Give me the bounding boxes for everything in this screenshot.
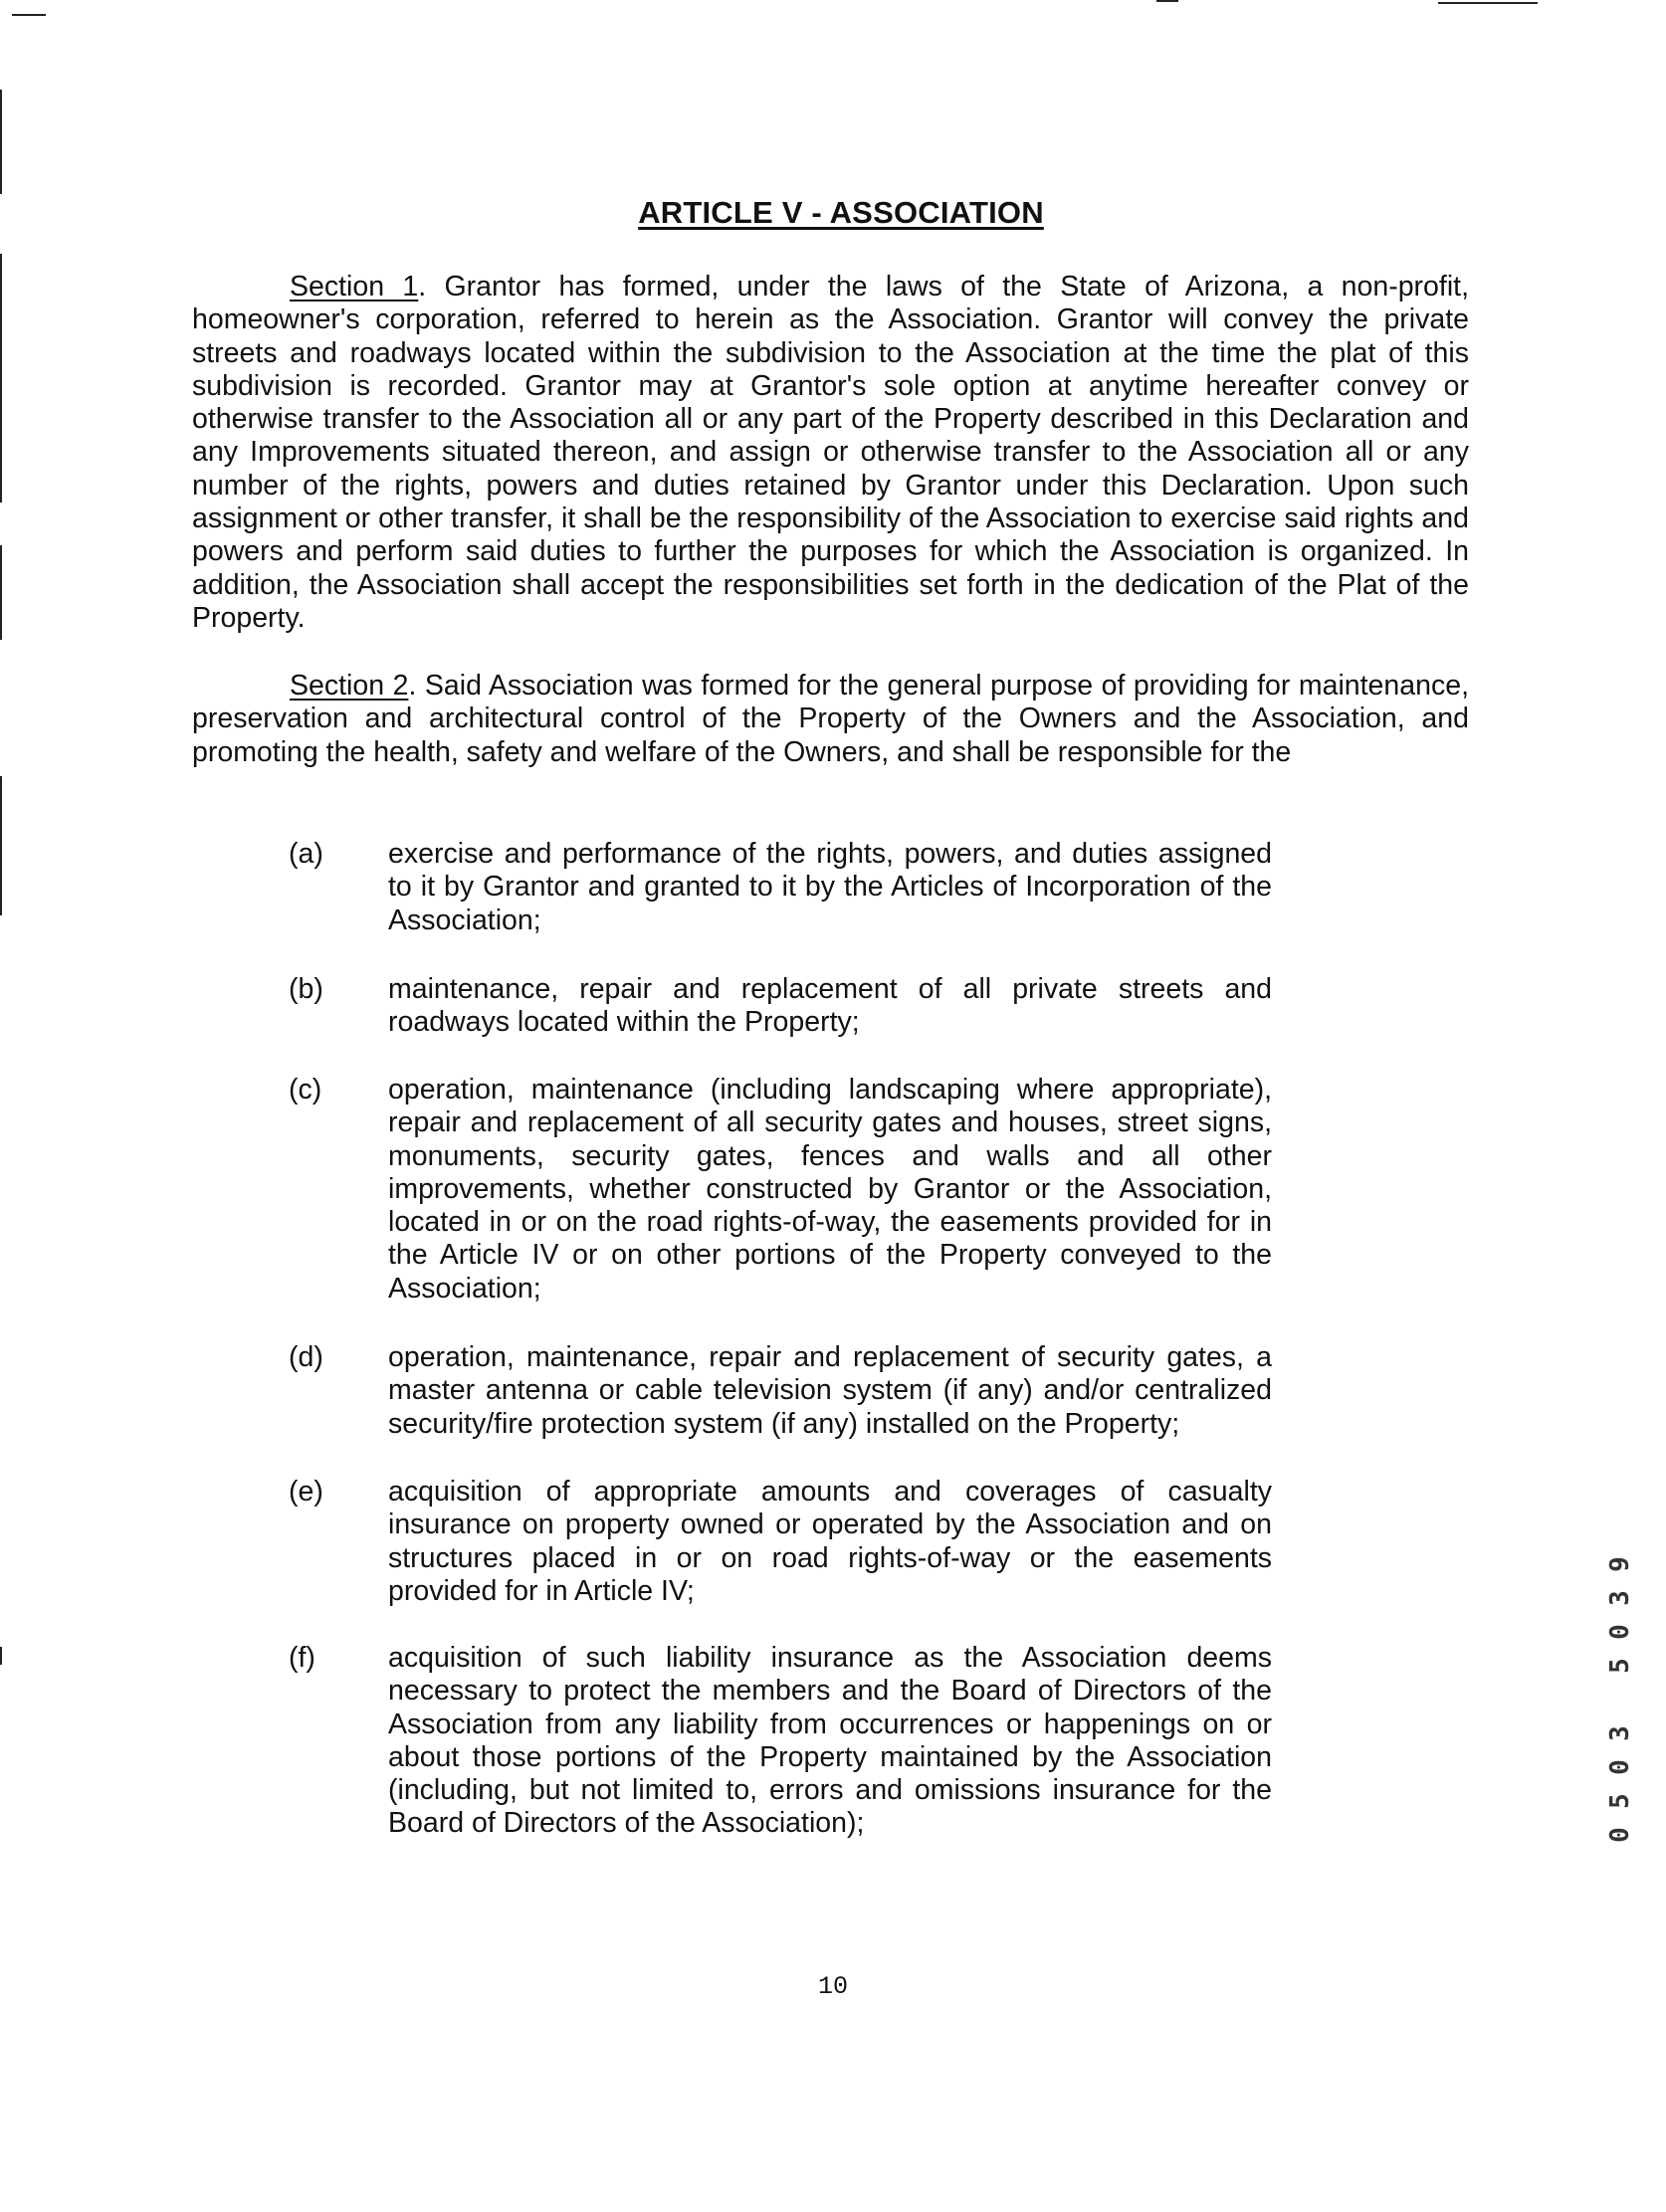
list-item-label: (d) <box>289 1341 323 1373</box>
article-title-text: ARTICLE V - ASSOCIATION <box>638 195 1044 230</box>
scan-edge-line-4 <box>0 776 2 915</box>
recording-stamp-text <box>1600 1547 1640 1852</box>
list-item-text: acquisition of appropriate amounts and coverages of casualty insurance on property owned or operated by the Association and on structures placed in or on road rights-of-way or the easements provided for in Article IV; <box>388 1476 1272 1607</box>
section-2-heading-punct: . <box>408 670 417 702</box>
scan-mark-top-right <box>1438 2 1538 4</box>
recording-stamp-char: 5 <box>1605 1658 1635 1674</box>
list-item-label: (a) <box>289 838 323 870</box>
list-item-text: operation, maintenance (including landscaping where appropriate), repair and replacement of all security gates and houses, street signs, monuments, security gates, fences and walls and all other improvements, whether constructed by Grantor or the Association, located in or on the road rights-of-way, the easements provided for in the Article IV or on other portions of the Property conveyed to the Association; <box>388 1074 1272 1305</box>
recording-stamp-char: 3 <box>1605 1590 1635 1606</box>
list-item-text: exercise and performance of the rights, powers, and duties assigned to it by Grantor and granted to it by the Articles of Incorporation of the Association; <box>388 838 1272 936</box>
recording-stamp-char: 0 <box>1605 1827 1635 1843</box>
section-2-body: Said Association was formed for the general purpose of providing for maintenance, preservation and architectural control of the Property of the Owners and the Association, and promoting the health, safety and welfare of the Owners, and shall be responsible for the <box>192 670 1469 768</box>
section-1-body: Grantor has formed, under the laws of the State of Arizona, a non-profit, homeowner's corporation, referred to herein as the Association. Grantor will convey the private streets and roadways located within the subdivision to the Association at the time the plat of this subdivision is recorded. Grantor may at Grantor's sole option at anytime hereafter convey or otherwise transfer to the Association all or any part of the Property described in this Declaration and any Improvements situated thereon, and assign or otherwise transfer to the Association all or any number of the rights, powers and duties retained by Grantor under this Declaration. Upon such assignment or other transfer, it shall be the responsibility of the Association to exercise said rights and powers and perform said duties to further the purposes for which the Association is organized. In addition, the Association shall accept the responsibilities set forth in the dedication of the Plat of the Property. <box>192 271 1469 634</box>
scan-edge-line-1 <box>0 90 2 194</box>
section-1-heading: Section 1 <box>290 271 419 302</box>
list-item-label: (b) <box>289 973 323 1005</box>
recording-stamp-char: 0 <box>1605 1759 1635 1775</box>
section-2-paragraph <box>192 670 1469 769</box>
scan-edge-line-3 <box>0 545 2 640</box>
list-item-label: (c) <box>289 1074 322 1106</box>
scan-edge-line-5 <box>0 1647 2 1665</box>
scan-mark-top-center <box>1156 0 1178 2</box>
recording-stamp-char: 5 <box>1605 1793 1635 1809</box>
list-item-label: (e) <box>289 1476 323 1508</box>
section-1-heading-punct: . <box>418 271 427 302</box>
recording-stamp-char: 3 <box>1605 1725 1635 1741</box>
scan-mark-top-left <box>12 14 46 16</box>
list-item-text: operation, maintenance, repair and replacement of security gates, a master antenna or cable television system (if any) and/or centralized security/fire protection system (if any) installed on the Property; <box>388 1341 1272 1440</box>
recording-stamp-char: 0 <box>1605 1624 1635 1640</box>
scan-edge-line-2 <box>0 254 2 503</box>
recording-stamp <box>1600 1547 1640 1852</box>
list-item-text: maintenance, repair and replacement of all private streets and roadways located within the Property; <box>388 973 1272 1039</box>
page-number: 10 <box>817 1972 848 2001</box>
list-item-text: acquisition of such liability insurance as the Association deems necessary to protect the members and the Board of Directors of the Association from any liability from occurrences or happenings on or about those portions of the Property maintained by the Association (including, but not limited to, errors and omissions insurance for the Board of Directors of the Association); <box>388 1642 1272 1840</box>
list-item-label: (f) <box>289 1642 315 1674</box>
article-title <box>0 195 1666 231</box>
section-2-heading: Section 2 <box>290 670 409 702</box>
recording-stamp-char: 9 <box>1605 1556 1635 1572</box>
section-1-paragraph <box>192 271 1469 635</box>
